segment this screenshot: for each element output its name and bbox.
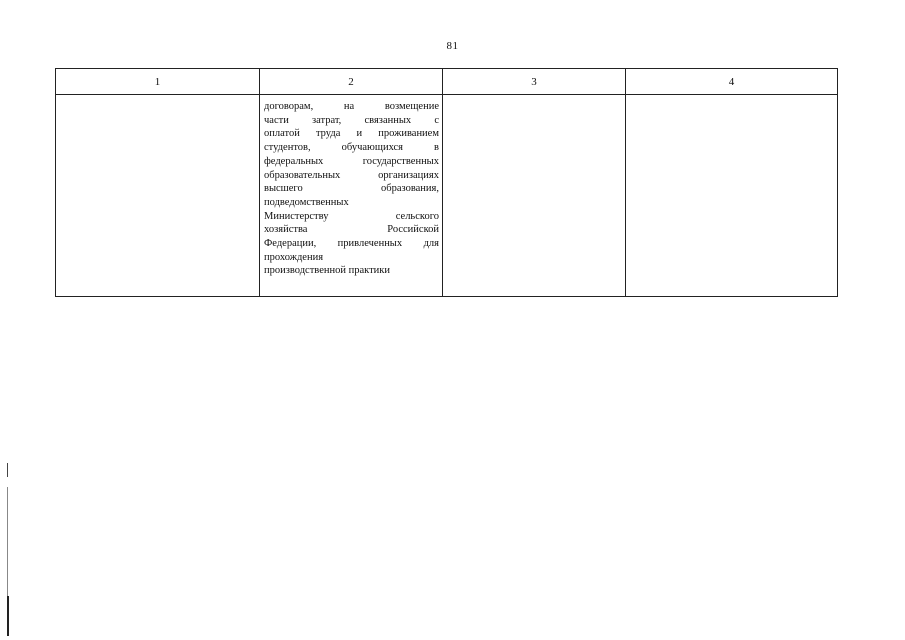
text-line: Министерству сельского xyxy=(264,210,439,222)
table-cell-col4 xyxy=(626,95,838,297)
text-line: федеральных государственных xyxy=(264,155,439,167)
table-row xyxy=(56,95,838,297)
scan-margin-mark xyxy=(7,463,8,477)
column-header-4: 4 xyxy=(626,69,838,95)
column-header-1: 1 xyxy=(56,69,260,95)
scan-margin-mark xyxy=(7,487,8,607)
scan-margin-mark xyxy=(7,596,9,636)
text-line: оплатой труда и проживанием xyxy=(264,128,439,140)
text-line: Федерации, привлеченных для xyxy=(264,238,439,250)
text-line: высшего образования, xyxy=(264,183,439,195)
column-header-2: 2 xyxy=(260,69,443,95)
table-cell-col3 xyxy=(443,95,626,297)
text-line: прохождения xyxy=(264,251,324,263)
table-header-row xyxy=(56,69,838,95)
table-cell-col1 xyxy=(56,95,260,297)
text-line: производственной практики xyxy=(264,265,391,277)
table-cell-col2 xyxy=(260,95,443,297)
text-line: подведомственных xyxy=(264,196,349,208)
text-line: части затрат, связанных с xyxy=(264,114,439,126)
text-line: договорам, на возмещение xyxy=(264,101,439,112)
text-line: хозяйства Российской xyxy=(264,224,439,236)
page-number: 81 xyxy=(446,40,459,52)
document-table xyxy=(55,68,838,297)
text-line: студентов, обучающихся в xyxy=(264,142,439,154)
column-header-3: 3 xyxy=(443,69,626,95)
text-line: образовательных организациях xyxy=(264,169,439,181)
cell-paragraph xyxy=(260,95,442,278)
